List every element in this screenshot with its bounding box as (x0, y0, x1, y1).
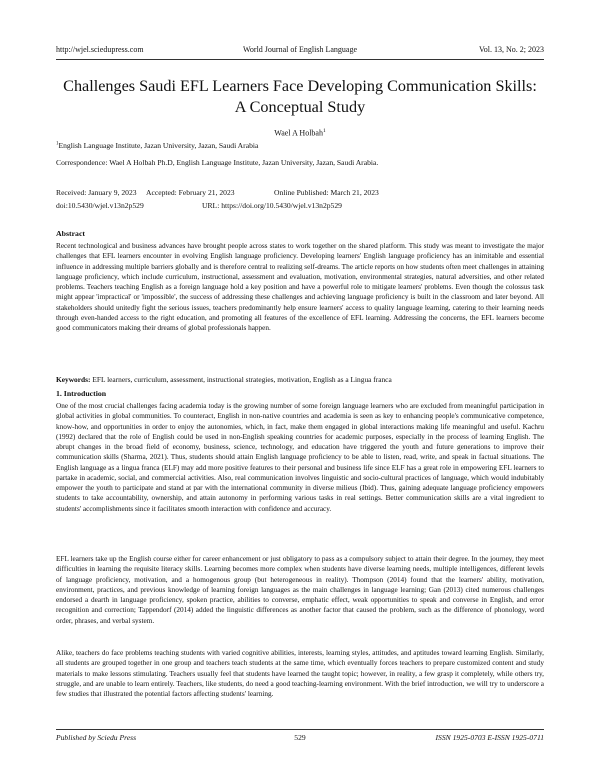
volume-info: Vol. 13, No. 2; 2023 (479, 45, 544, 54)
author-line (0, 128, 600, 138)
intro-paragraph-2: EFL learners take up the English course either for career enhancement or just obligatory to pass as a compulsory subject to attain their degree. In the journey, they meet difficulties in learning the requisite literacy skills. Learning becomes more complex when students have diverse learning needs, multiple intelligences, different levels of language proficiency, motivation, and a homogenous group (but heterogeneous in reality). Thompson (2014) found that the learners' ability, motivation, environment, practices, and previous knowledge of learning foreign languages as the main challenges in language learning; Gan (2013) cited numerous challenges endorsed a dearth in language proficiency, spoken practice, abilities to converse, emphatic effect, weak opportunities to speak and converse in English, and error recognition and correction; Tappendorf (2014) added the linguistic differences as another factor that caused the problem, such as the difference of phonology, word order, phrases, and verbal system. (56, 555, 544, 625)
journal-url[interactable]: http://wjel.sciedupress.com (56, 45, 144, 54)
dates-line (56, 188, 379, 197)
running-footer (56, 733, 544, 745)
running-header (56, 45, 544, 57)
doi[interactable]: doi:10.5430/wjel.v13n2p529 (56, 201, 144, 210)
abstract-heading: Abstract (56, 229, 86, 238)
header-rule (56, 59, 544, 60)
intro-paragraph-1: One of the most crucial challenges facing academia today is the growing number of some foreign language learners who are excluded from meaningful participation in global activities in global communities. To counteract, English in non-native countries and academia is seen as key to enhancing people's communicative competence, know-how, and opportunities in order to enjoy the autonomies, which, in fact, make them engaged in global interactions making life meaningful and useful. Kachru (1992) declared that the role of English could be used in non-English speaking countries for academic purposes, especially in the process of learning English. The abrupt changes in the broad field of economy, business, science, technology, and education have triggered the youth and future generations to improve their communication skills (Sharma, 2021). Thus, students should attain English language proficiency to be able to listen, read, write, and speak in factual situations. The English language as a lingua franca (ELF) may add more positive features to their personal and business life since ELF has a great role in empowering EFL learners to partake in academic, social, and commercial activities. Also, real communication involves linguistic and socio-cultural practices of language, which would indubitably empower the youth to participate and stand at par with the international community in diverse milieus (Ibid). Thus, gaining adequate language proficiency empowers students to take accountability, ownership, and attain autonomy in performing various tasks in real settings. Better communication skills are a vital ingredient to students' accomplishments since it facilitates smooth interaction with confidence and accuracy. (56, 402, 544, 513)
page-number: 529 (294, 733, 306, 742)
keywords-label: Keywords: (56, 375, 91, 384)
intro-heading: 1. Introduction (56, 389, 107, 398)
abstract-text: Recent technological and business advances have brought people across states to work together on the shared platform. This study was meant to investigate the major challenges that EFL learners encounter in evolving English language proficiency. Developing learners' English language proficiency has an inimitable and essential influence in addressing multiple barriers globally and is therefore central to realizing self-dreams. The article reports on how students often meet challenges in attaining language proficiency, which include curriculum, instructional, assessment and evaluation, motivation, environmental strategies, natural adversities, and other related problems. Teachers teaching English as a foreign language hold a key position and have a powerful role to mitigate learners' problems. Even though the colossus task might appear 'impractical' or 'impossible', the success of addressing these challenges and achieving language proficiency is built in the classroom and later beyond. All stakeholders should unitedly fight the serious issues, teachers predominantly help ensure learners' access to quality language learning, catering to their learning needs through even-handed access to the right education, and promoting all features of the excellence of EFL learning. Addressing the concerns, the EFL learners become good communicators making their dreams of global professionals happen. (56, 242, 544, 332)
issn: ISSN 1925-0703 E-ISSN 1925-0711 (435, 733, 544, 742)
footer-rule (56, 729, 544, 730)
intro-paragraph-3: Alike, teachers do face problems teaching students with varied cognitive abilities, interests, learning styles, attitudes, and aptitudes toward learning English. Similarly, all students are grouped together in one group and teachers teach students at the same time, which eventually forces teachers to prepare customized content and study materials to make lessons stimulating. Teachers usually feel that students have learned the taught topic; however, in reality, a few grasp it completely, while others try, struggle, and are unable to learn entirely. Teachers, like students, do need a good teaching-learning environment. With the brief introduction, we will try to underscore a few studies that illustrated the potential factors affecting students' learning. (56, 649, 544, 698)
keywords (56, 375, 544, 384)
keywords-text: EFL learners, curriculum, assessment, instructional strategies, motivation, English as a Lingua franca (92, 375, 392, 384)
correspondence: Correspondence: Wael A Holbah Ph.D, English Language Institute, Jazan University, Jazan, Saudi Arabia. (56, 158, 379, 167)
publisher: Published by Sciedu Press (56, 733, 137, 742)
doi-url[interactable]: URL: https://doi.org/10.5430/wjel.v13n2p529 (202, 201, 342, 210)
affiliation (56, 141, 258, 150)
accepted-date: Accepted: February 21, 2023 (146, 188, 235, 197)
affiliation-sup: 1 (56, 141, 59, 147)
author-sup: 1 (322, 128, 326, 134)
affiliation-text: English Language Institute, Jazan University, Jazan, Saudi Arabia (58, 141, 259, 150)
journal-name: World Journal of English Language (243, 45, 357, 54)
received-date: Received: January 9, 2023 (56, 188, 137, 197)
author-name: Wael A Holbah (274, 128, 323, 138)
paper-title: Challenges Saudi EFL Learners Face Developing Communication Skills: A Conceptual Study (63, 77, 537, 116)
ids-line (56, 201, 342, 210)
online-date: Online Published: March 21, 2023 (274, 188, 379, 197)
